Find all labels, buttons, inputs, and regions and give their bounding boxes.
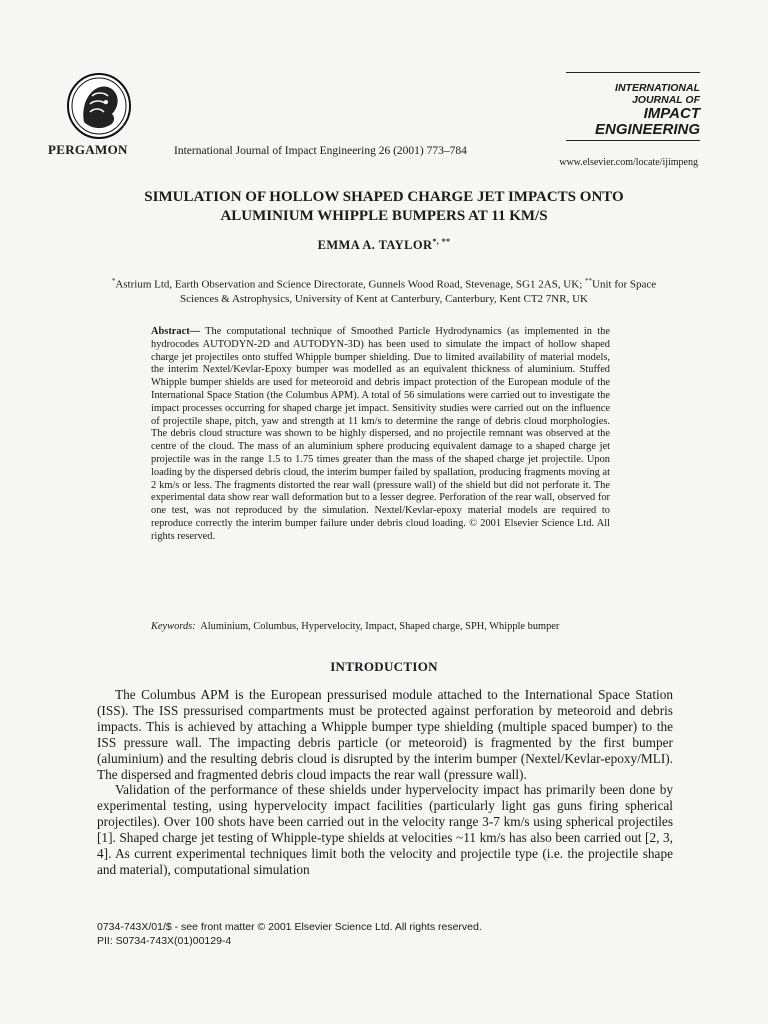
keywords-text: Aluminium, Columbus, Hypervelocity, Impact, Shaped charge, SPH, Whipple bumper — [200, 621, 560, 632]
title-line-1: SIMULATION OF HOLLOW SHAPED CHARGE JET IMPACTS ONTO — [144, 189, 624, 205]
body-text — [97, 687, 673, 878]
publisher-logo — [66, 72, 132, 140]
masthead-line-3: IMPACT — [643, 105, 700, 122]
affiliation-mark-2: ** — [585, 277, 593, 285]
author-name — [60, 237, 708, 253]
masthead-line-4: ENGINEERING — [594, 121, 700, 138]
title-line-2: ALUMINIUM WHIPPLE BUMPERS AT 11 KM/S — [220, 207, 548, 224]
journal-citation: International Journal of Impact Engineering 26 (2001) 773–784 — [174, 145, 467, 157]
affiliation-2: Unit for Space Sciences & Astrophysics, University of Kent at Canterbury, Canterbury, Kent CT2 7NR, UK — [180, 278, 657, 305]
author-marks: *, ** — [432, 237, 451, 246]
abstract — [151, 326, 610, 544]
paragraph-1: The Columbus APM is the European pressurised module attached to the International Space Station (ISS). The ISS pressurised compartments must be protected against perforation by meteoroid and debris impacts. This is achieved by attaching a Whipple bumper type shielding (multiple spaced bumper) to the ISS pressure wall. The impacting debris particle (or meteoroid) is fragmented by the first bumper (aluminium) and the resulting debris cloud is disrupted by the interim bumper (Nextel/Kevlar-epoxy/MLI). The dispersed and fragmented debris cloud impacts the rear wall (pressure wall). — [97, 687, 673, 782]
footer-line-2: PII: S0734-743X(01)00129-4 — [97, 935, 232, 947]
abstract-text: The computational technique of Smoothed Particle Hydrodynamics (as implemented in the hydrocodes AUTODYN-2D and AUTODYN-3D) has been used to simulate the impact of hollow shaped charge jet projectiles onto stuffed Whipple bumper shielding. Due to limited availability of material models, the interim Nextel/Kevlar-Epoxy bumper was modelled as an equivalent thickness of aluminium. Stuffed Whipple bumper shields are used for meteoroid and debris impact protection of the European module of the International Space Station (the Columbus APM). A total of 56 simulations were carried out to investigate the impact processes occurring for shaped charge jet impact. Sensitivity studies were carried out on the influence of projectile shape, pitch, yaw and strength at 11 km/s to determine the range of debris cloud morphologies. The debris cloud structure was shown to be highly dispersed, and no projectile remnant was observed at the centre of the cloud. The mass of an aluminium sphere producing equivalent damage to a shaped charge jet projectile was in the range 1.5 to 1.75 times greater than the mass of the shaped charge jet projectile. Upon loading by the dispersed debris cloud, the interim bumper failed by spallation, producing fragments moving at 2 km/s or less. The fragments distorted the rear wall (pressure wall) of the shield but did not perforate it. The experimental data show rear wall deformation but to a lesser degree. Perforation of the rear wall, observed for one test, was not reproduced by the simulation. Nextel/Kevlar-epoxy material models are required to reproduce correctly the interim bumper failure under debris cloud loading. © 2001 Elsevier Science Ltd. All rights reserved. — [151, 326, 610, 542]
abstract-label: Abstract— — [151, 326, 201, 337]
masthead-line-1: INTERNATIONAL — [615, 82, 700, 94]
footer-line-1: 0734-743X/01/$ - see front matter © 2001 Elsevier Science Ltd. All rights reserved. — [97, 921, 482, 933]
affiliations — [96, 274, 672, 306]
keywords-label: Keywords: — [151, 621, 196, 632]
keywords — [151, 620, 610, 633]
author-text: EMMA A. TAYLOR — [317, 238, 433, 253]
article-title — [60, 188, 708, 225]
paragraph-2: Validation of the performance of these shields under hypervelocity impact has primarily been done by experimental testing, using hypervelocity impact facilities (particularly light gas guns firing spherical projectiles). Over 100 shots have been carried out in the velocity range 3-7 km/s using spherical projectiles [1]. Shaped charge jet testing of Whipple-type shields at velocities ~11 km/s has also been carried out [2, 3, 4]. As current experimental techniques limit both the velocity and projectile type (i.e. the projectile shape and material), computational simulation — [97, 782, 673, 877]
masthead-rule-top — [566, 72, 700, 73]
publisher-name: PERGAMON — [48, 142, 128, 157]
masthead-line-2: JOURNAL OF — [631, 94, 700, 106]
affiliation-mark-1: * — [111, 277, 116, 285]
journal-url[interactable]: www.elsevier.com/locate/ijimpeng — [559, 157, 698, 168]
copyright-footer — [97, 920, 482, 948]
masthead-rule-bottom — [566, 140, 700, 141]
journal-masthead — [566, 72, 700, 141]
section-heading: INTRODUCTION — [330, 659, 438, 674]
affiliation-1: Astrium Ltd, Earth Observation and Science Directorate, Gunnels Wood Road, Stevenage, SG1 2AS, UK; — [115, 278, 586, 291]
